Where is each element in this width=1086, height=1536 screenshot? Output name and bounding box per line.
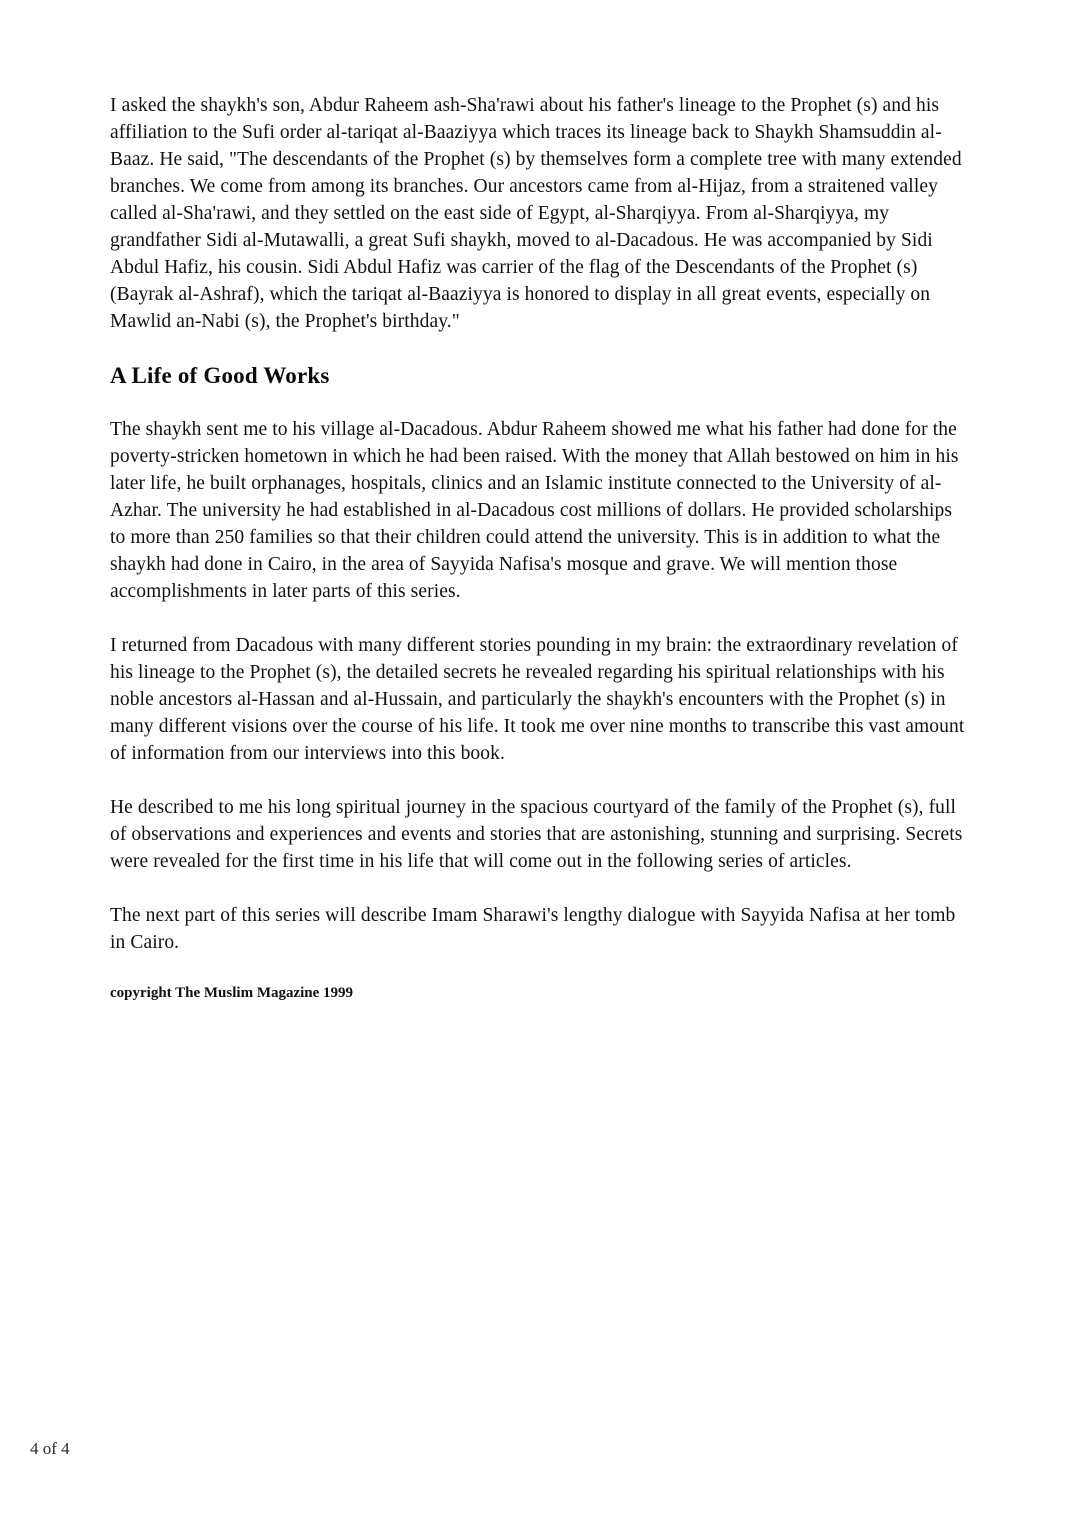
document-text-column — [110, 92, 972, 1003]
paragraph-village-good-works: The shaykh sent me to his village al-Dacadous. Abdur Raheem showed me what his father had done for the poverty-stricken hometown in which he had been raised. With the money that Allah bestowed on him in his later life, he built orphanages, hospitals, clinics and an Islamic institute connected to the University of al-Azhar. The university he had established in al-Dacadous cost millions of dollars. He provided scholarships to more than 250 families so that their children could attend the university. This is in addition to what the shaykh had done in Cairo, in the area of Sayyida Nafisa's mosque and grave. We will mention those accomplishments in later parts of this series. — [110, 419, 959, 602]
footer-page-indicator: 4 of 4 — [30, 1439, 70, 1458]
copyright-line: copyright The Muslim Magazine 1999 — [110, 985, 354, 1001]
paragraph-spiritual-journey: He described to me his long spiritual journey in the spacious courtyard of the family of the Prophet (s), full of observations and experiences and events and stories that are astonishing, stunning and surprising. Secrets were revealed for the first time in his life that will come out in the following series of articles. — [110, 797, 963, 872]
paragraph-lineage-interview: I asked the shaykh's son, Abdur Raheem ash-Sha'rawi about his father's lineage to the Prophet (s) and his affiliation to the Sufi order al-tariqat al-Baaziyya which traces its lineage back to Shaykh Shamsuddin al-Baaz. He said, "The descendants of the Prophet (s) by themselves form a complete tree with many extended branches. We come from among its branches. Our ancestors came from al-Hijaz, from a straitened valley called al-Sha'rawi, and they settled on the east side of Egypt, al-Sharqiyya. From al-Sharqiyya, my grandfather Sidi al-Mutawalli, a great Sufi shaykh, moved to al-Dacadous. He was accompanied by Sidi Abdul Hafiz, his cousin. Sidi Abdul Hafiz was carrier of the flag of the Descendants of the Prophet (s) (Bayrak al-Ashraf), which the tariqat al-Baaziyya is honored to display in all great events, especially on Mawlid an-Nabi (s), the Prophet's birthday." — [110, 95, 962, 332]
paragraph-returned-from-dacadous: I returned from Dacadous with many different stories pounding in my brain: the extraordinary revelation of his lineage to the Prophet (s), the detailed secrets he revealed regarding his spiritual relationships with his noble ancestors al-Hassan and al-Hussain, and particularly the shaykh's encounters with the Prophet (s) in many different visions over the course of his life. It took me over nine months to transcribe this vast amount of information from our interviews into this book. — [110, 635, 965, 764]
heading-a-life-of-good-works: A Life of Good Works — [110, 363, 330, 388]
paragraph-next-part-teaser: The next part of this series will describe Imam Sharawi's lengthy dialogue with Sayyida Nafisa at her tomb in Cairo. — [110, 905, 956, 953]
